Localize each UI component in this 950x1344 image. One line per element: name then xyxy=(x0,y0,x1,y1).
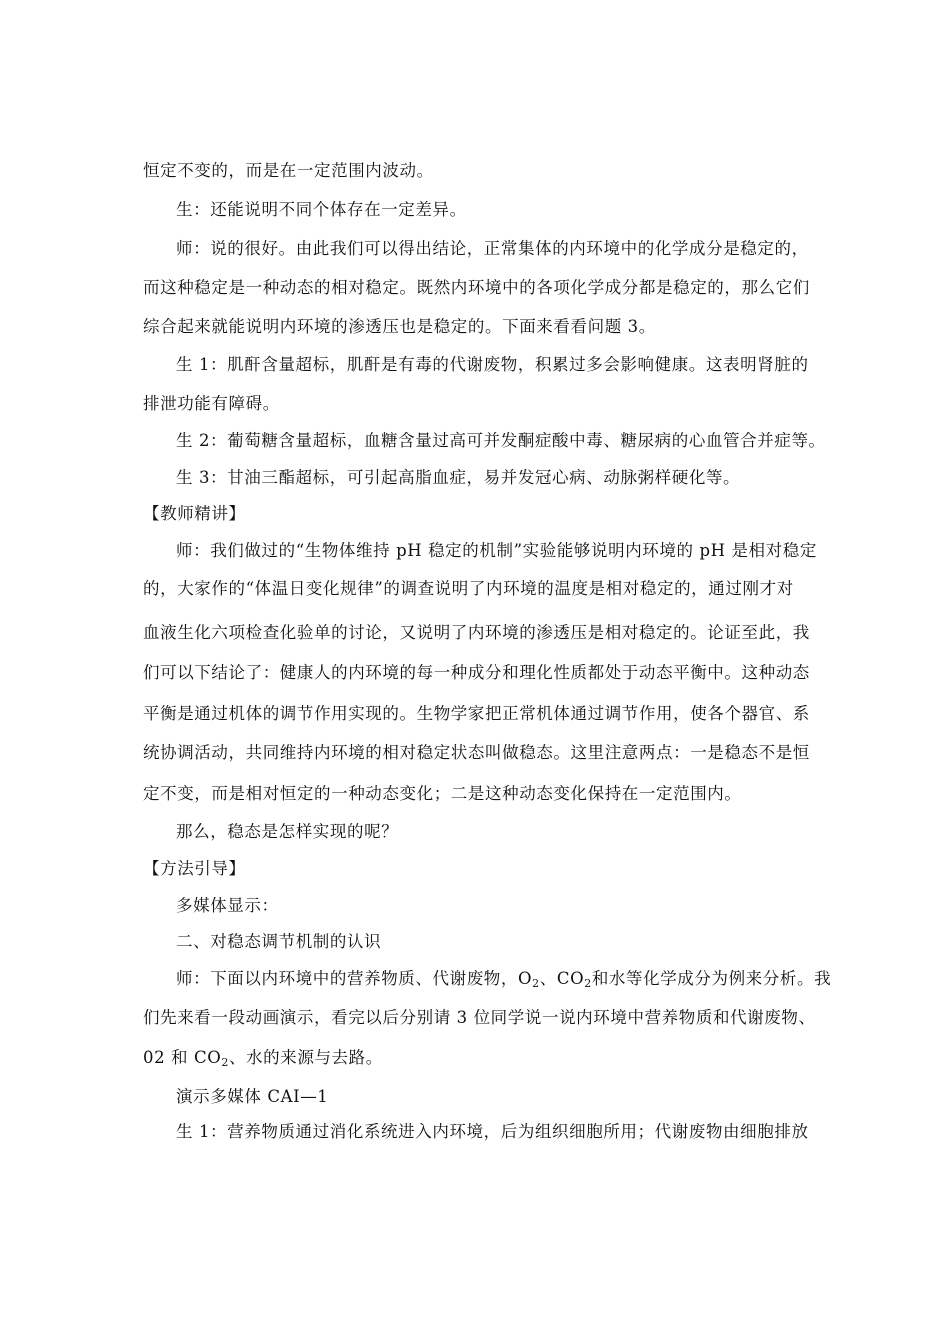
paragraph-line: 定不变，而是相对恒定的一种动态变化；二是这种动态变化保持在一定范围内。 xyxy=(143,784,742,803)
text-run: 、CO xyxy=(539,969,585,988)
paragraph-line: 平衡是通过机体的调节作用实现的。生物学家把正常机体通过调节作用，使各个器官、系 xyxy=(143,704,810,723)
paragraph-line: 血液生化六项检查化验单的讨论，又说明了内环境的渗透压是相对稳定的。论证至此，我 xyxy=(143,623,810,642)
paragraph-line: 演示多媒体 CAI—1 xyxy=(176,1087,329,1106)
text-run: 师：下面以内环境中的营养物质、代谢废物，O xyxy=(176,969,533,988)
paragraph-line: 综合起来就能说明内环境的渗透压也是稳定的。下面来看看问题 3。 xyxy=(143,317,656,336)
paragraph-line-with-subscripts xyxy=(176,968,831,990)
subscript: 2 xyxy=(532,977,540,990)
subscript: 2 xyxy=(221,1056,229,1069)
text-run: 02 和 CO xyxy=(143,1048,222,1067)
paragraph-line: 们先来看一段动画演示，看完以后分别请 3 位同学说一说内环境中营养物质和代谢废物、 xyxy=(143,1008,816,1027)
paragraph-line: 那么，稳态是怎样实现的呢？ xyxy=(176,822,399,841)
paragraph-line: 生 1：营养物质通过消化系统进入内环境，后为组织细胞所用；代谢废物由细胞排放 xyxy=(176,1122,809,1141)
paragraph-line: 师：我们做过的“生物体维持 pH 稳定的机制”实验能够说明内环境的 pH 是相对稳定 xyxy=(176,541,817,560)
paragraph-line: 而这种稳定是一种动态的相对稳定。既然内环境中的各项化学成分都是稳定的，那么它们 xyxy=(143,278,810,297)
paragraph-line: 多媒体显示： xyxy=(176,896,279,915)
paragraph-line: 生 1：肌酐含量超标，肌酐是有毒的代谢废物，积累过多会影响健康。这表明肾脏的 xyxy=(176,355,809,374)
subscript: 2 xyxy=(584,977,592,990)
paragraph-line: 生：还能说明不同个体存在一定差异。 xyxy=(176,200,467,219)
paragraph-line: 的，大家作的“体温日变化规律”的调查说明了内环境的温度是相对稳定的，通过刚才对 xyxy=(143,579,794,598)
paragraph-line: 师：说的很好。由此我们可以得出结论，正常集体的内环境中的化学成分是稳定的， xyxy=(176,239,809,258)
paragraph-line: 生 3：甘油三酯超标，可引起高脂血症，易并发冠心病、动脉粥样硬化等。 xyxy=(176,468,741,487)
text-run: 、水的来源与去路。 xyxy=(228,1048,383,1067)
text-run: 和水等化学成分为例来分析。我 xyxy=(591,969,832,988)
paragraph-line-with-subscripts xyxy=(143,1047,383,1069)
subsection-title: 二、对稳态调节机制的认识 xyxy=(176,932,382,951)
paragraph-line: 排泄功能有障碍。 xyxy=(143,394,280,413)
paragraph-line: 统协调活动，共同维持内环境的相对稳定状态叫做稳态。这里注意两点：一是稳态不是恒 xyxy=(143,743,810,762)
section-heading-method-guide: 【方法引导】 xyxy=(143,859,246,878)
section-heading-teacher-explanation: 【教师精讲】 xyxy=(143,504,246,523)
paragraph-line: 们可以下结论了：健康人的内环境的每一种成分和理化性质都处于动态平衡中。这种动态 xyxy=(143,663,810,682)
paragraph-line: 恒定不变的，而是在一定范围内波动。 xyxy=(143,161,434,180)
paragraph-line: 生 2：葡萄糖含量超标，血糖含量过高可并发酮症酸中毒、糖尿病的心血管合并症等。 xyxy=(176,431,826,450)
